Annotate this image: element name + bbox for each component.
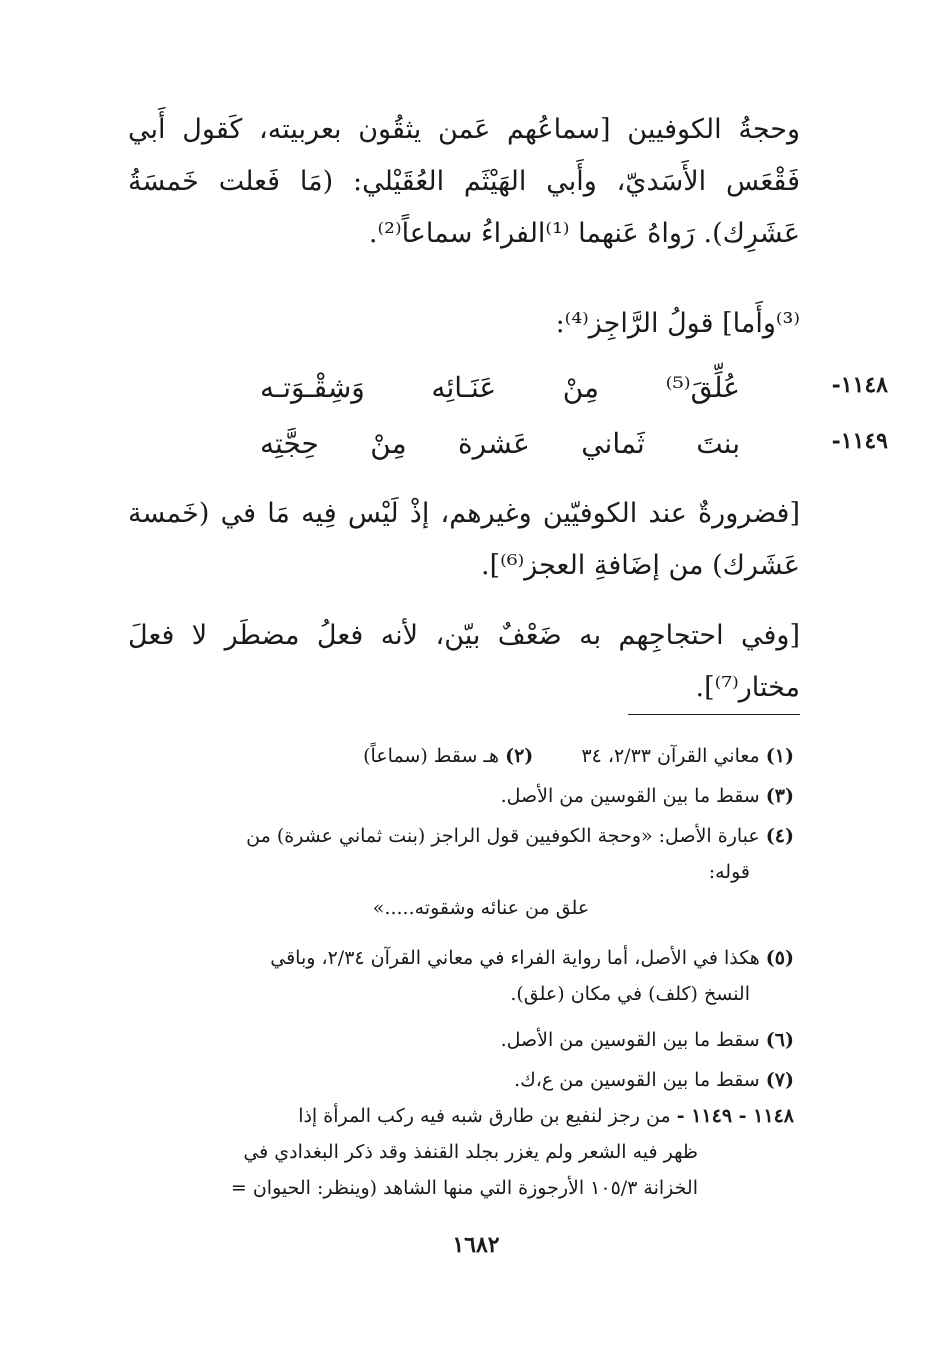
footnote-3	[128, 778, 794, 814]
footnote-text: هـ سقط (سماعاً)	[363, 745, 500, 767]
body-paragraph-2: ⁽³⁾وأَما] قولُ الرَّاجِز⁽⁴⁾:	[555, 308, 800, 339]
body-paragraph-1: وحجةُ الكوفيين [سماعُهم عَمن يثقُون بعربيته، كَقول أَبي فَقْعَس الأَسَديّ، وأَبي الهَيْثَم العُقَيْلي: (مَا فَعلت خَمسَةُ عَشَرِك). رَواهُ عَنهما ⁽¹⁾الفراءُ سماعاً⁽²⁾.	[128, 114, 800, 249]
verse-text: بنتَ ثَماني عَشرة مِنْ حِجَّتِه	[260, 427, 740, 460]
footnote-text: من رجز لنفيع بن طارق شبه فيه ركب المرأة إذا	[298, 1105, 671, 1127]
page-number: ١٦٨٢	[452, 1232, 500, 1258]
footnote-number: (٤)	[765, 825, 794, 847]
footnote-number: (٢)	[505, 745, 534, 767]
footnote-number: (٧)	[765, 1069, 794, 1091]
footnote-text: عبارة الأصل: «وحجة الكوفيين قول الراجز (بنت ثماني عشرة) من	[246, 825, 760, 847]
verse-1148	[128, 362, 888, 414]
footnote-number: (١)	[765, 745, 794, 767]
footnote-verses-1148-1149	[128, 1098, 794, 1206]
footnote-number: (٥)	[765, 947, 794, 969]
footnote-text: معاني القرآن ٢/٣٣، ٣٤	[581, 745, 760, 767]
footnote-6	[128, 1022, 794, 1058]
body-paragraph-4: [وفي احتجاجِهم به ضَعْفٌ بيّن، لأنه فعلُ مضطَر لا فعلَ مختار⁽⁷⁾].	[128, 620, 800, 703]
footnote-text-continued: ظهر فيه الشعر ولم يغزر بجلد القنفذ وقد ذكر البغدادي في	[243, 1141, 698, 1163]
footnote-number: (٦)	[765, 1029, 794, 1051]
verse-number: ١١٤٩-	[831, 428, 888, 454]
footnote-text: هكذا في الأصل، أما رواية الفراء في معاني القرآن ٢/٣٤، وباقي	[270, 947, 760, 969]
footnote-4	[128, 818, 794, 926]
verse-number: ١١٤٨-	[831, 372, 888, 398]
verse-1149	[128, 418, 888, 470]
body-paragraph-3: [فضرورةٌ عند الكوفيّين وغيرهم، إذْ لَيْس فِيه مَا في (خَمسة عَشَرك) من إضَافةِ العجز⁽⁶⁾].	[128, 498, 800, 581]
footnote-7	[128, 1062, 794, 1098]
footnote-text: سقط ما بين القوسين من ع،ك.	[514, 1069, 760, 1091]
footnote-number: (٣)	[765, 785, 794, 807]
footnote-quoted-verse: علق من عنائه وشقوته.....»	[372, 897, 590, 919]
footnote-text-continued: النسخ (كلف) في مكان (علق).	[510, 983, 750, 1005]
footnote-text-continued: قوله:	[708, 861, 750, 883]
footnote-text: سقط ما بين القوسين من الأصل.	[500, 785, 760, 807]
verse-text: عُلِّقَ⁽⁵⁾ مِنْ عَنَـائِه وَشِقْـوَتـه	[260, 371, 740, 404]
footnote-text-continued: الخزانة ١٠٥/٣ الأرجوزة التي منها الشاهد (وينظر: الحيوان =	[230, 1177, 698, 1199]
footnote-number: ١١٤٨ - ١١٤٩ -	[676, 1105, 794, 1127]
footnote-text: سقط ما بين القوسين من الأصل.	[500, 1029, 760, 1051]
footnote-separator	[628, 714, 800, 715]
footnote-1-2	[128, 738, 794, 774]
footnote-5	[128, 940, 794, 1012]
